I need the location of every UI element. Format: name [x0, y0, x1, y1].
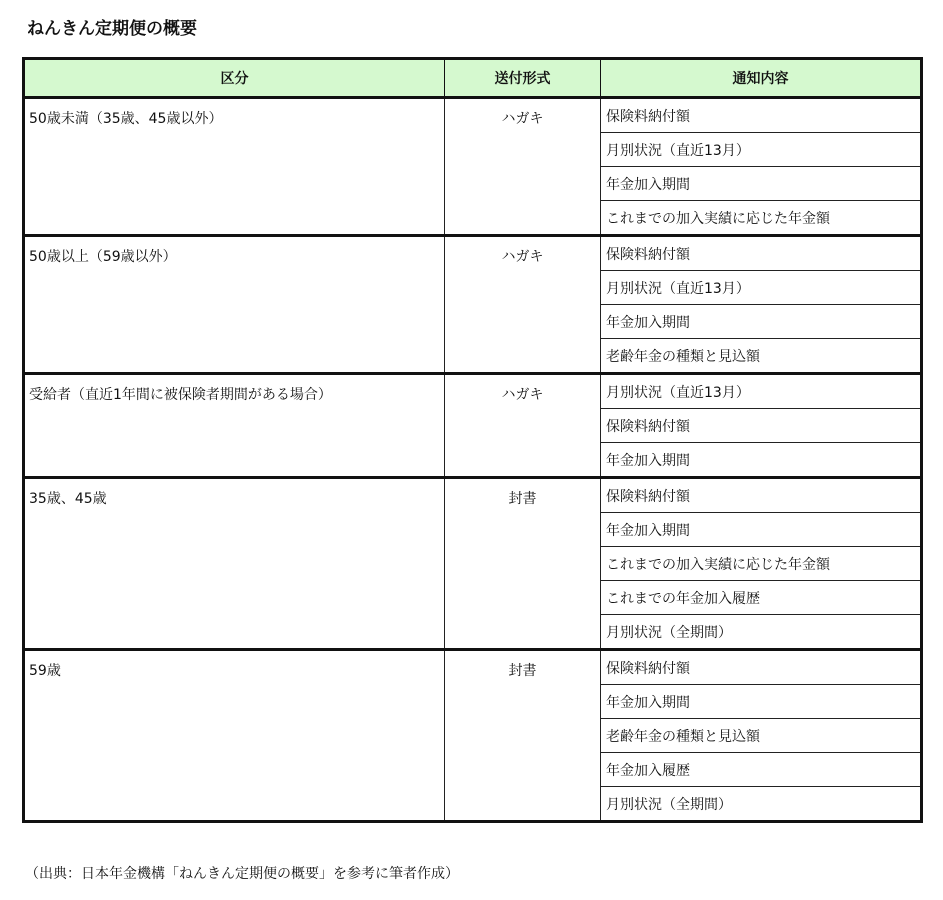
content-cell: 月別状況（直近13月）: [601, 133, 922, 167]
category-cell: 59歳: [24, 650, 445, 822]
format-cell: ハガキ: [445, 236, 601, 374]
content-cell: 保険料納付額: [601, 98, 922, 133]
table-row: [24, 98, 922, 133]
content-cell: 年金加入履歴: [601, 753, 922, 787]
table-row: [24, 650, 922, 685]
header-category: 区分: [24, 59, 445, 98]
category-cell: 50歳未満（35歳、45歳以外）: [24, 98, 445, 236]
content-cell: これまでの加入実績に応じた年金額: [601, 201, 922, 236]
format-cell: ハガキ: [445, 374, 601, 478]
header-format: 送付形式: [445, 59, 601, 98]
table-row: [24, 374, 922, 409]
header-content: 通知内容: [601, 59, 922, 98]
content-cell: 保険料納付額: [601, 650, 922, 685]
content-cell: 年金加入期間: [601, 513, 922, 547]
content-cell: 年金加入期間: [601, 167, 922, 201]
header-row: [24, 59, 922, 98]
content-cell: これまでの加入実績に応じた年金額: [601, 547, 922, 581]
document-title: ねんきん定期便の概要: [27, 19, 197, 39]
format-cell: 封書: [445, 478, 601, 650]
content-cell: 月別状況（全期間）: [601, 787, 922, 822]
content-cell: 月別状況（直近13月）: [601, 271, 922, 305]
content-cell: 年金加入期間: [601, 443, 922, 478]
content-cell: 年金加入期間: [601, 685, 922, 719]
format-cell: 封書: [445, 650, 601, 822]
overview-table: [22, 57, 923, 823]
content-cell: 老齢年金の種類と見込額: [601, 719, 922, 753]
content-cell: 老齢年金の種類と見込額: [601, 339, 922, 374]
content-cell: 保険料納付額: [601, 409, 922, 443]
source-note: （出典：日本年金機構「ねんきん定期便の概要」を参考に筆者作成）: [25, 866, 459, 882]
table-row: [24, 478, 922, 513]
content-cell: これまでの年金加入履歴: [601, 581, 922, 615]
content-cell: 月別状況（直近13月）: [601, 374, 922, 409]
content-cell: 保険料納付額: [601, 236, 922, 271]
content-cell: 保険料納付額: [601, 478, 922, 513]
table-row: [24, 236, 922, 271]
content-cell: 年金加入期間: [601, 305, 922, 339]
content-cell: 月別状況（全期間）: [601, 615, 922, 650]
category-cell: 35歳、45歳: [24, 478, 445, 650]
category-cell: 受給者（直近1年間に被保険者期間がある場合）: [24, 374, 445, 478]
format-cell: ハガキ: [445, 98, 601, 236]
category-cell: 50歳以上（59歳以外）: [24, 236, 445, 374]
